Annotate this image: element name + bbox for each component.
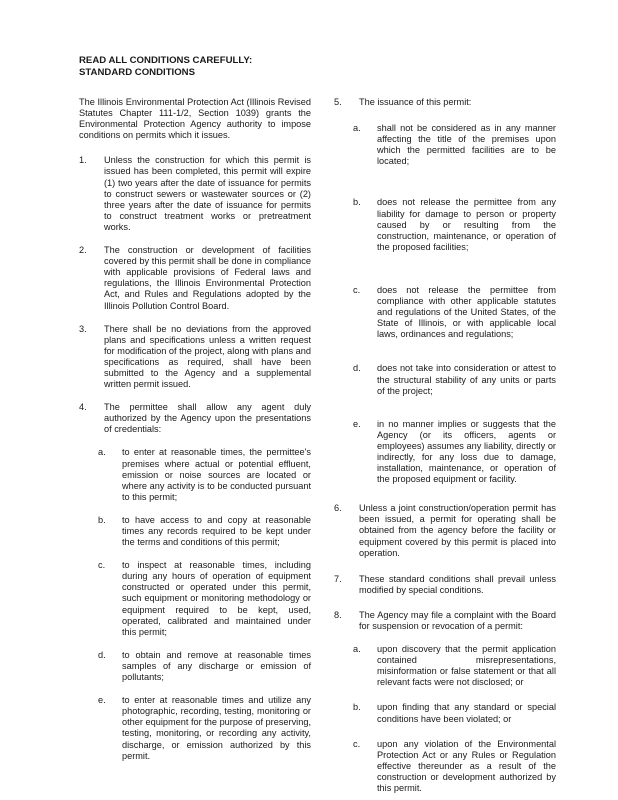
- condition-number: 1.: [79, 155, 87, 166]
- condition-1: [79, 155, 311, 233]
- condition-number: 8.: [334, 609, 342, 620]
- subcondition-5e: [353, 419, 556, 486]
- sub-text: upon any violation of the Environmental Protection Act or any Rules or Regulation effective thereunder as a result of the construction or development authorized by this permit.: [377, 738, 556, 794]
- sub-letter: d.: [98, 649, 106, 660]
- condition-number: 3.: [79, 323, 87, 334]
- condition-number: 6.: [334, 503, 342, 514]
- condition-text: Unless the construction for which this permit is issued has been completed, this permit will expire (1) two years after the date of issuance for permits to construct sewers or wastewater sources or (2) three years after the date of issuance for permits to construct treatment works or pretreatment works.: [104, 155, 311, 232]
- subcondition-4d: [98, 650, 311, 683]
- condition-4: [79, 402, 311, 762]
- condition-text: Unless a joint construction/operation permit has been issued, a permit for operating shall be obtained from the agency before the facility or equipment covered by this permit is placed into operation.: [359, 503, 556, 558]
- condition-text: There shall be no deviations from the approved plans and specifications unless a written request for modification of the project, along with plans and specifications as required, shall have been submitted to the Agency and a supplemental written permit issued.: [104, 323, 311, 390]
- sub-letter: e.: [98, 695, 106, 706]
- condition-5: [334, 97, 556, 485]
- condition-text: These standard conditions shall prevail unless modified by special conditions.: [359, 573, 556, 595]
- heading-line-1: READ ALL CONDITIONS CAREFULLY:: [79, 55, 253, 66]
- subcondition-8c: [353, 739, 556, 794]
- sub-text: to obtain and remove at reasonable times samples of any discharge or emission of pollutants;: [122, 649, 311, 683]
- subcondition-4a: [98, 447, 311, 502]
- sub-letter: b.: [353, 702, 361, 713]
- document-heading: [79, 55, 252, 79]
- sub-letter: c.: [353, 738, 361, 749]
- sub-text: to inspect at reasonable times, including during any hours of operation of equipment constructed or operated under this permit, such equipment or monitoring methodology or equipment required to be kept, used, operated, calibrated and maintained under this permit;: [122, 560, 311, 637]
- subcondition-5b: [353, 197, 556, 252]
- condition-number: 2.: [79, 245, 87, 256]
- sub-text: to enter at reasonable times, the permittee's premises where actual or potential effluent, emission or noise sources are located or where any activity is to be conducted pursuant to this permit;: [122, 447, 311, 502]
- sub-letter: b.: [353, 197, 361, 208]
- condition-number: 4.: [79, 402, 87, 413]
- condition-number: 5.: [334, 97, 342, 107]
- subcondition-5d: [353, 363, 556, 396]
- condition-text: The Agency may file a complaint with the Board for suspension or revocation of a permit:: [359, 609, 556, 631]
- subcondition-4e: [98, 695, 311, 762]
- sub-letter: b.: [98, 514, 106, 525]
- sub-text: shall not be considered as in any manner affecting the title of the premises upon which the permitted facilities are to be located;: [377, 123, 556, 167]
- sub-letter: a.: [353, 644, 361, 655]
- sub-letter: c.: [353, 284, 361, 295]
- condition-2: [79, 245, 311, 312]
- subcondition-5c: [353, 285, 556, 340]
- subcondition-5a: [353, 123, 556, 167]
- sub-text: does not release the permittee from any liability for damage to person or property caused by or resulting from the construction, maintenance, or operation of the proposed facilities;: [377, 197, 556, 252]
- heading-line-2: STANDARD CONDITIONS: [79, 67, 196, 78]
- condition-3: [79, 324, 311, 391]
- sub-text: upon finding that any standard or special conditions have been violated; or: [377, 702, 556, 724]
- sub-text: does not take into consideration or attest to the structural stability of any units or parts of the project;: [377, 363, 556, 396]
- sub-letter: a.: [353, 123, 361, 134]
- left-column: [79, 97, 311, 762]
- sub-text: upon discovery that the permit application contained misrepresentations, misinformation or false statement or that all relevant facts were not disclosed; or: [377, 644, 556, 688]
- sub-text: in no manner implies or suggests that the Agency (or its officers, agents or employees) assumes any liability, directly or indirectly, for any loss due to damage, installation, maintenance, or operation of the proposed equipment or facility.: [377, 418, 556, 485]
- subcondition-8b: [353, 702, 556, 724]
- right-column: [334, 97, 556, 794]
- condition-8: [334, 610, 556, 794]
- sub-letter: e.: [353, 418, 361, 429]
- subcondition-8a: [353, 644, 556, 688]
- sub-letter: c.: [98, 560, 106, 571]
- condition-text: The permittee shall allow any agent duly authorized by the Agency upon the presentations of credentials:: [104, 402, 311, 435]
- subcondition-4b: [98, 515, 311, 548]
- condition-7: [334, 574, 556, 596]
- condition-text: The issuance of this permit:: [359, 97, 472, 107]
- sub-letter: a.: [98, 447, 106, 458]
- condition-number: 7.: [334, 573, 342, 584]
- sub-text: does not release the permittee from compliance with other applicable statutes and regulations of the United States, of the State of Illinois, or with applicable local laws, ordinances and regulations;: [377, 284, 556, 340]
- sub-text: to have access to and copy at reasonable times any records required to be kept under the terms and conditions of this permit;: [122, 514, 311, 548]
- condition-text: The construction or development of facilities covered by this permit shall be done in compliance with applicable provisions of Federal laws and regulations, the Illinois Environmental Protection Act, and Rules and Regulations adopted by the Illinois Pollution Control Board.: [104, 245, 311, 311]
- condition-6: [334, 503, 556, 558]
- sub-letter: d.: [353, 363, 361, 374]
- subcondition-4c: [98, 560, 311, 638]
- intro-paragraph: The Illinois Environmental Protection Act (Illinois Revised Statutes Chapter 111-1/2, Section 1039) grants the Environmental Protection Agency authority to impose conditions on permits which it issues.: [79, 97, 311, 141]
- sub-text: to enter at reasonable times and utilize any photographic, recording, testing, monitoring or other equipment for the purpose of preserving, testing, monitoring, or recording any activity, discharge, or emission authorized by this permit.: [122, 695, 311, 761]
